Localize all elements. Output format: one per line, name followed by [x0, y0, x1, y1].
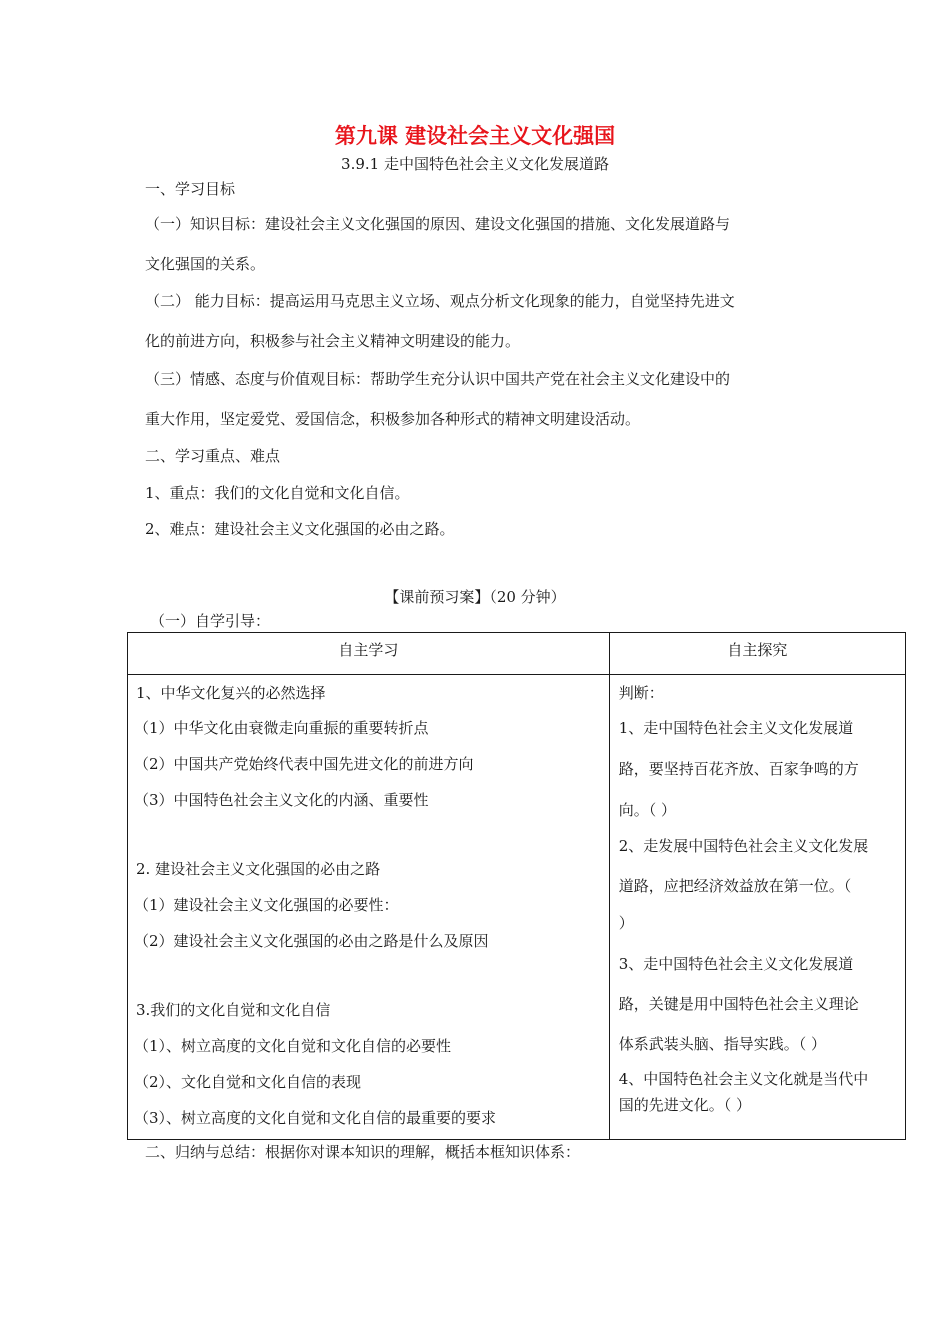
- objective-line: （一）知识目标：建设社会主义文化强国的原因、建设文化强国的措施、文化发展道路与: [145, 215, 731, 233]
- study-item: （3）、树立高度的文化自觉和文化自信的最重要的要求: [134, 1109, 497, 1127]
- study-item: （2）、文化自觉和文化自信的表现: [134, 1073, 362, 1091]
- self-study-cell: [128, 675, 610, 1140]
- explore-item: ）: [618, 914, 634, 932]
- explore-item: 3、走中国特色社会主义文化发展道: [618, 955, 854, 973]
- key-point: 1、重点：我们的文化自觉和文化自信。: [145, 484, 410, 502]
- lesson-subtitle: 3.9.1 走中国特色社会主义文化发展道路: [341, 155, 609, 173]
- explore-item: 道路，应把经济效益放在第一位。（: [618, 877, 852, 895]
- study-item: （3）中国特色社会主义文化的内涵、重要性: [134, 791, 429, 809]
- explore-item: 1、走中国特色社会主义文化发展道: [618, 719, 854, 737]
- preview-title: 【课前预习案】（20 分钟）: [384, 588, 566, 606]
- explore-item: 2、走发展中国特色社会主义文化发展: [618, 837, 869, 855]
- study-item: （1）建设社会主义文化强国的必要性：: [134, 896, 399, 914]
- study-table: [127, 632, 906, 1140]
- lesson-title: 第九课 建设社会主义文化强国: [334, 124, 616, 148]
- study-item: 3.我们的文化自觉和文化自信: [136, 1001, 331, 1019]
- explore-item: 路，要坚持百花齐放、百家争鸣的方: [618, 760, 859, 778]
- objective-line: （三）情感、态度与价值观目标：帮助学生充分认识中国共产党在社会主义文化建设中的: [145, 370, 731, 388]
- objective-line: 化的前进方向，积极参与社会主义精神文明建设的能力。: [145, 332, 521, 350]
- study-item: 1、中华文化复兴的必然选择: [136, 684, 326, 702]
- column-header-self-explore: 自主探究: [609, 633, 905, 675]
- explore-item: 体系武装头脑、指导实践。（ ）: [618, 1035, 827, 1053]
- explore-item: 判断：: [618, 684, 664, 702]
- study-item: （2）建设社会主义文化强国的必由之路是什么及原因: [134, 932, 489, 950]
- study-item: 2. 建设社会主义文化强国的必由之路: [136, 860, 381, 878]
- study-item: （2）中国共产党始终代表中国先进文化的前进方向: [134, 755, 474, 773]
- section-heading-objectives: 一、学习目标: [145, 180, 236, 198]
- self-study-guide-label: （一）自学引导：: [150, 612, 271, 630]
- section-heading-key-points: 二、学习重点、难点: [145, 447, 281, 465]
- objective-line: 重大作用，坚定爱党、爱国信念，积极参加各种形式的精神文明建设活动。: [145, 410, 641, 428]
- explore-item: 路，关键是用中国特色社会主义理论: [618, 995, 859, 1013]
- difficult-point: 2、难点：建设社会主义文化强国的必由之路。: [145, 520, 455, 538]
- explore-item: 4、中国特色社会主义文化就是当代中: [618, 1070, 869, 1088]
- objective-line: （二） 能力目标：提高运用马克思主义立场、观点分析文化现象的能力，自觉坚持先进文: [145, 292, 735, 310]
- study-item: （1）中华文化由衰微走向重振的重要转折点: [134, 719, 429, 737]
- explore-item: 国的先进文化。（ ）: [618, 1096, 752, 1114]
- study-item: （1）、树立高度的文化自觉和文化自信的必要性: [134, 1037, 452, 1055]
- column-header-self-study: 自主学习: [128, 633, 610, 675]
- self-explore-cell: [609, 675, 905, 1140]
- summary-heading: 二、归纳与总结：根据你对课本知识的理解，概括本框知识体系：: [145, 1143, 581, 1161]
- explore-item: 向。（ ）: [618, 801, 677, 819]
- objective-line: 文化强国的关系。: [145, 255, 266, 273]
